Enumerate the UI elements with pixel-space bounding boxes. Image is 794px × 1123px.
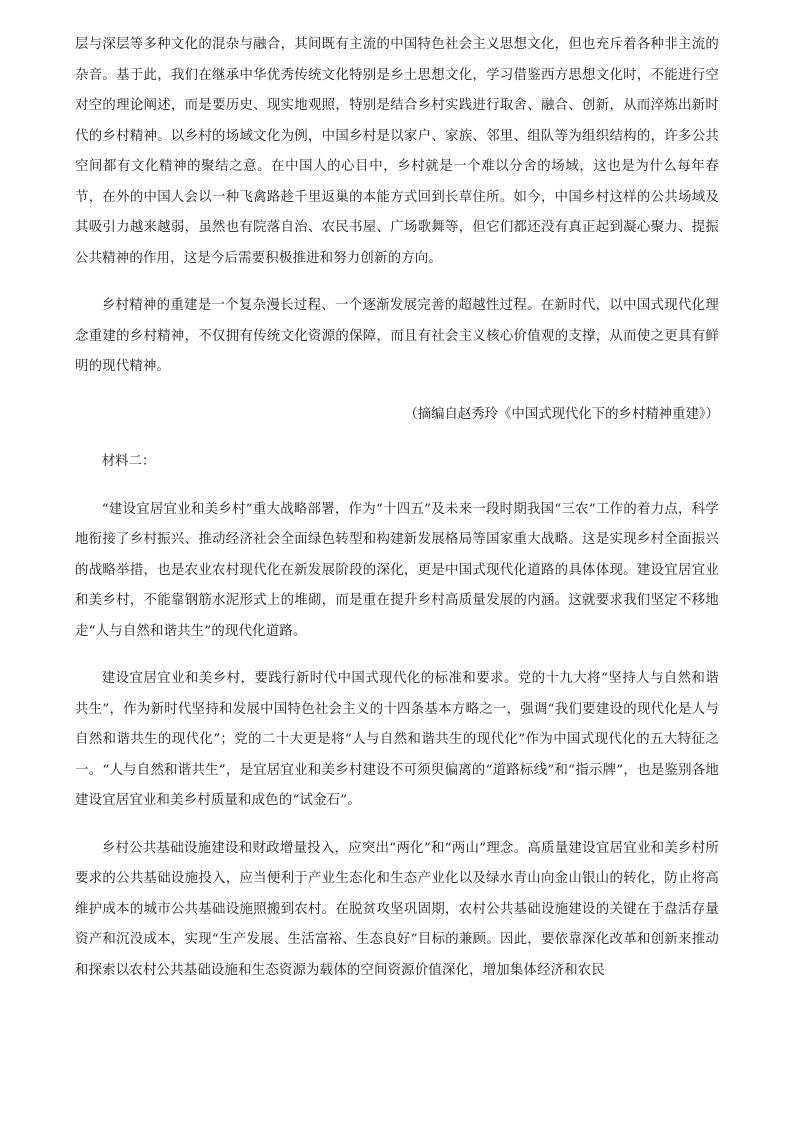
paragraph-gap bbox=[75, 478, 719, 495]
paragraph-gap bbox=[75, 430, 719, 447]
paragraph-material2-1: “建设宜居宜业和美乡村”重大战略部署，作为“十四五”及未来一段时期我国“三农”工作的着力点，科学地衔接了乡村振兴、推动经济社会全面绿色转型和构建新发展格局等国家重大战略。这是实现乡村全面振兴的战略举措，也是农业农村现代化在新发展阶段的深化，更是中国式现代化道路的具体体现。建设宜居宜业和美乡村，不能靠钢筋水泥形式上的堆砌，而是重在提升乡村高质量发展的内涵。这就要求我们坚定不移地走“人与自然和谐共生”的现代化道路。 bbox=[75, 501, 719, 639]
paragraph-gap bbox=[75, 274, 719, 291]
document-page bbox=[75, 30, 719, 986]
paragraph-material1-conclusion: 乡村精神的重建是一个复杂漫长过程、一个逐渐发展完善的超越性过程。在新时代，以中国式现代化理念重建的乡村精神，不仅拥有传统文化资源的保障，而且有社会主义核心价值观的支撑，从而使之更具有鲜明的现代精神。 bbox=[75, 298, 719, 374]
section-heading-material2: 材料二： bbox=[101, 454, 156, 469]
paragraph-material2-3: 乡村公共基础设施建设和财政增量投入，应突出“两化”和“两山”理念。高质量建设宜居宜业和美乡村所要求的公共基础设施投入，应当便利于产业生态化和生态产业化以及绿水青山向金山银山的转化，防止将高维护成本的城市公共基础设施照搬到农村。在脱贫攻坚巩固期，农村公共基础设施建设的关键在于盘活存量资产和沉没成本，实现“生产发展、生活富裕、生态良好”目标的兼顾。因此，要依靠深化改革和创新来推动和探索以农村公共基础设施和生态资源为载体的空间资源价值深化，增加集体经济和农民 bbox=[75, 840, 719, 978]
source-citation: （摘编自赵秀玲《中国式现代化下的乡村精神重建》） bbox=[404, 406, 719, 422]
paragraph-gap bbox=[75, 383, 719, 400]
paragraph-material2-2: 建设宜居宜业和美乡村，要践行新时代中国式现代化的标准和要求。党的十九大将“坚持人与自然和谐共生”，作为新时代坚持和发展中国特色社会主义的十四条基本方略之一，强调“我们要建设的现代化是人与自然和谐共生的现代化”；党的二十大更是将“人与自然和谐共生的现代化”作为中国式现代化的五大特征之一。“人与自然和谐共生”，是宜居宜业和美乡村建设不可须臾偏离的“道路标线”和“指示牌”，也是鉴别各地建设宜居宜业和美乡村质量和成色的“试金石”。 bbox=[75, 671, 719, 808]
paragraph-gap bbox=[75, 647, 719, 664]
paragraph-material1-continued: 层与深层等多种文化的混杂与融合，其间既有主流的中国特色社会主义思想文化，但也充斥着各种非主流的杂音。基于此，我们在继承中华优秀传统文化特别是乡土思想文化，学习借鉴西方思想文化时，不能进行空对空的理论阐述，而是要历史、现实地观照，特别是结合乡村实践进行取舍、融合、创新，从而淬炼出新时代的乡村精神。以乡村的场域文化为例，中国乡村是以家户、家族、邻里、组队等为组织结构的，许多公共空间都有文化精神的聚结之意。在中国人的心目中，乡村就是一个难以分舍的场域，这也是为什么每年春节，在外的中国人会以一种飞禽路趁千里返巢的本能方式回到长草住所。如今，中国乡村这样的公共场域及其吸引力越来越弱，虽然也有院落自治、农民书屋、广场歌舞等，但它们都还没有真正起到凝心聚力、提振公共精神的作用，这是今后需要积极推进和努力创新的方向。 bbox=[75, 37, 719, 266]
paragraph-gap bbox=[75, 817, 719, 834]
